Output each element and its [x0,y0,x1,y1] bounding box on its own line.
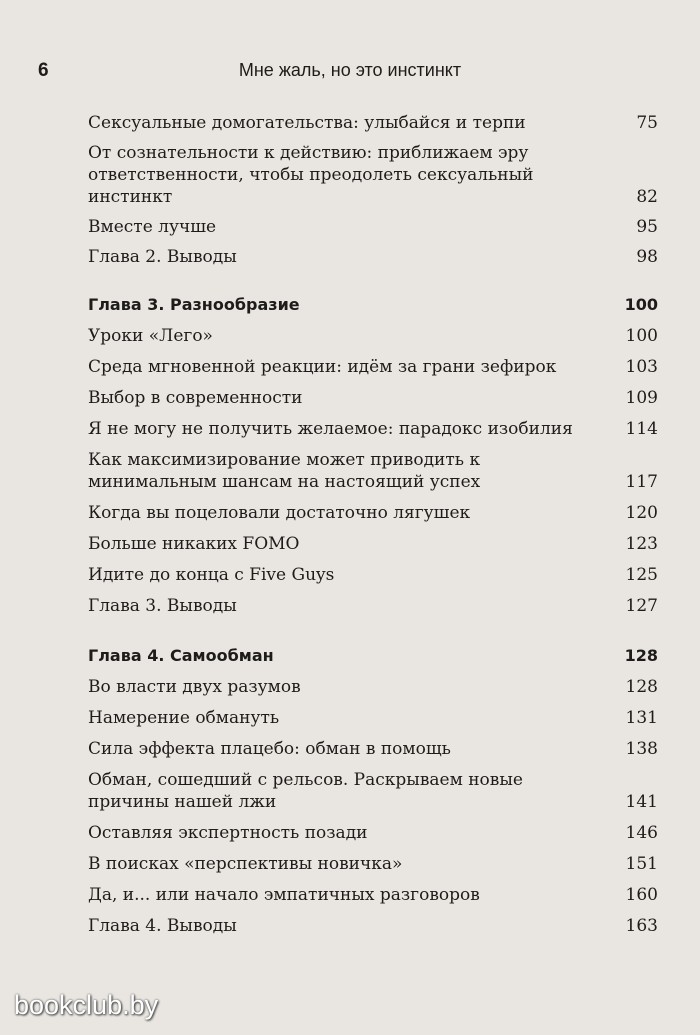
toc-entry-title: От сознательности к действию: приближаем эру ответственности, чтобы преодолеть сексуальный инстинкт [88,143,534,207]
toc-entry [88,853,658,875]
toc-entry [88,738,658,760]
toc-entry-title: Намерение обмануть [88,708,280,728]
running-title: Мне жаль, но это инстинкт [238,60,462,80]
toc-entry-title: Во власти двух разумов [88,677,301,697]
toc-entry-title: Как максимизирование может приводить к минимальным шансам на настоящий успех [88,450,481,492]
toc-entry-page: 141 [625,792,658,812]
toc-entry [88,564,658,586]
toc-entry-page: 75 [636,113,658,133]
toc-entry [88,676,658,698]
toc-entry [88,915,658,937]
toc-entry-page: 128 [624,646,658,665]
toc-entry-title: Я не могу не получить желаемое: парадокс изобилия [88,419,573,439]
toc-entry [88,325,658,347]
toc-entry [88,356,658,378]
toc-entry [88,884,658,906]
toc-entry-title: Больше никаких FOMO [88,534,300,554]
toc-entry-page: 114 [625,419,658,439]
toc-entry [88,822,658,844]
toc-entry-title: Среда мгновенной реакции: идём за грани зефирок [88,357,557,377]
toc-entry [88,112,658,134]
toc-entry-title: Оставляя экспертность позади [88,823,368,843]
toc-entry-title: Вместе лучше [88,217,217,237]
page-number: 6 [38,60,49,81]
toc-entry-page: 109 [625,388,658,408]
toc-entry-page: 128 [625,677,658,697]
toc-entry [88,418,658,440]
toc-entry-title: Глава 3. Выводы [88,596,237,616]
toc-entry [88,246,658,268]
toc-entry-title: Сексуальные домогательства: улыбайся и терпи [88,113,526,133]
toc-entry-title: Сила эффекта плацебо: обман в помощь [88,739,451,759]
toc-entry-page: 100 [625,326,658,346]
toc-entry [88,142,658,208]
toc-entry-page: 120 [625,503,658,523]
toc-entry-page: 146 [625,823,658,843]
toc-entry-title: Уроки «Лего» [88,326,213,346]
toc-entry-page: 95 [636,217,658,237]
toc-entry-title: Когда вы поцеловали достаточно лягушек [88,503,471,523]
toc-entry [88,595,658,617]
toc-entry [88,449,658,493]
watermark-text: bookclub.by [14,990,159,1020]
toc-entry-page: 163 [625,916,658,936]
toc-entry-title: Да, и... или начало эмпатичных разговоров [88,885,480,905]
toc-entry [88,387,658,409]
toc-entry-title: В поисках «перспективы новичка» [88,854,403,874]
toc-entry-page: 82 [636,187,658,207]
toc-entry-page: 100 [624,295,658,314]
toc-entry-page: 98 [636,247,658,267]
toc-entry [88,216,658,238]
toc-entry-page: 103 [625,357,658,377]
toc-entry [88,769,658,813]
toc-entry-page: 131 [625,708,658,728]
toc-entry-page: 125 [625,565,658,585]
toc-chapter-heading [88,645,658,667]
toc-entry-page: 160 [625,885,658,905]
toc-entry-page: 151 [625,854,658,874]
table-of-contents [88,112,658,937]
toc-entry [88,533,658,555]
toc-entry-title: Глава 2. Выводы [88,247,237,267]
toc-entry [88,502,658,524]
page-header [0,60,700,84]
toc-entry-page: 117 [625,472,658,492]
toc-entry-page: 123 [625,534,658,554]
toc-entry-title: Обман, сошедший с рельсов. Раскрываем новые причины нашей лжи [88,770,523,812]
toc-entry-title: Глава 4. Выводы [88,916,237,936]
toc-entry-page: 127 [625,596,658,616]
toc-entry-title: Идите до конца с Five Guys [88,565,335,585]
toc-chapter-heading [88,294,658,316]
toc-entry-title: Глава 3. Разнообразие [88,295,300,314]
toc-entry [88,707,658,729]
toc-entry-title: Выбор в современности [88,388,303,408]
toc-entry-title: Глава 4. Самообман [88,646,274,665]
toc-entry-page: 138 [625,739,658,759]
